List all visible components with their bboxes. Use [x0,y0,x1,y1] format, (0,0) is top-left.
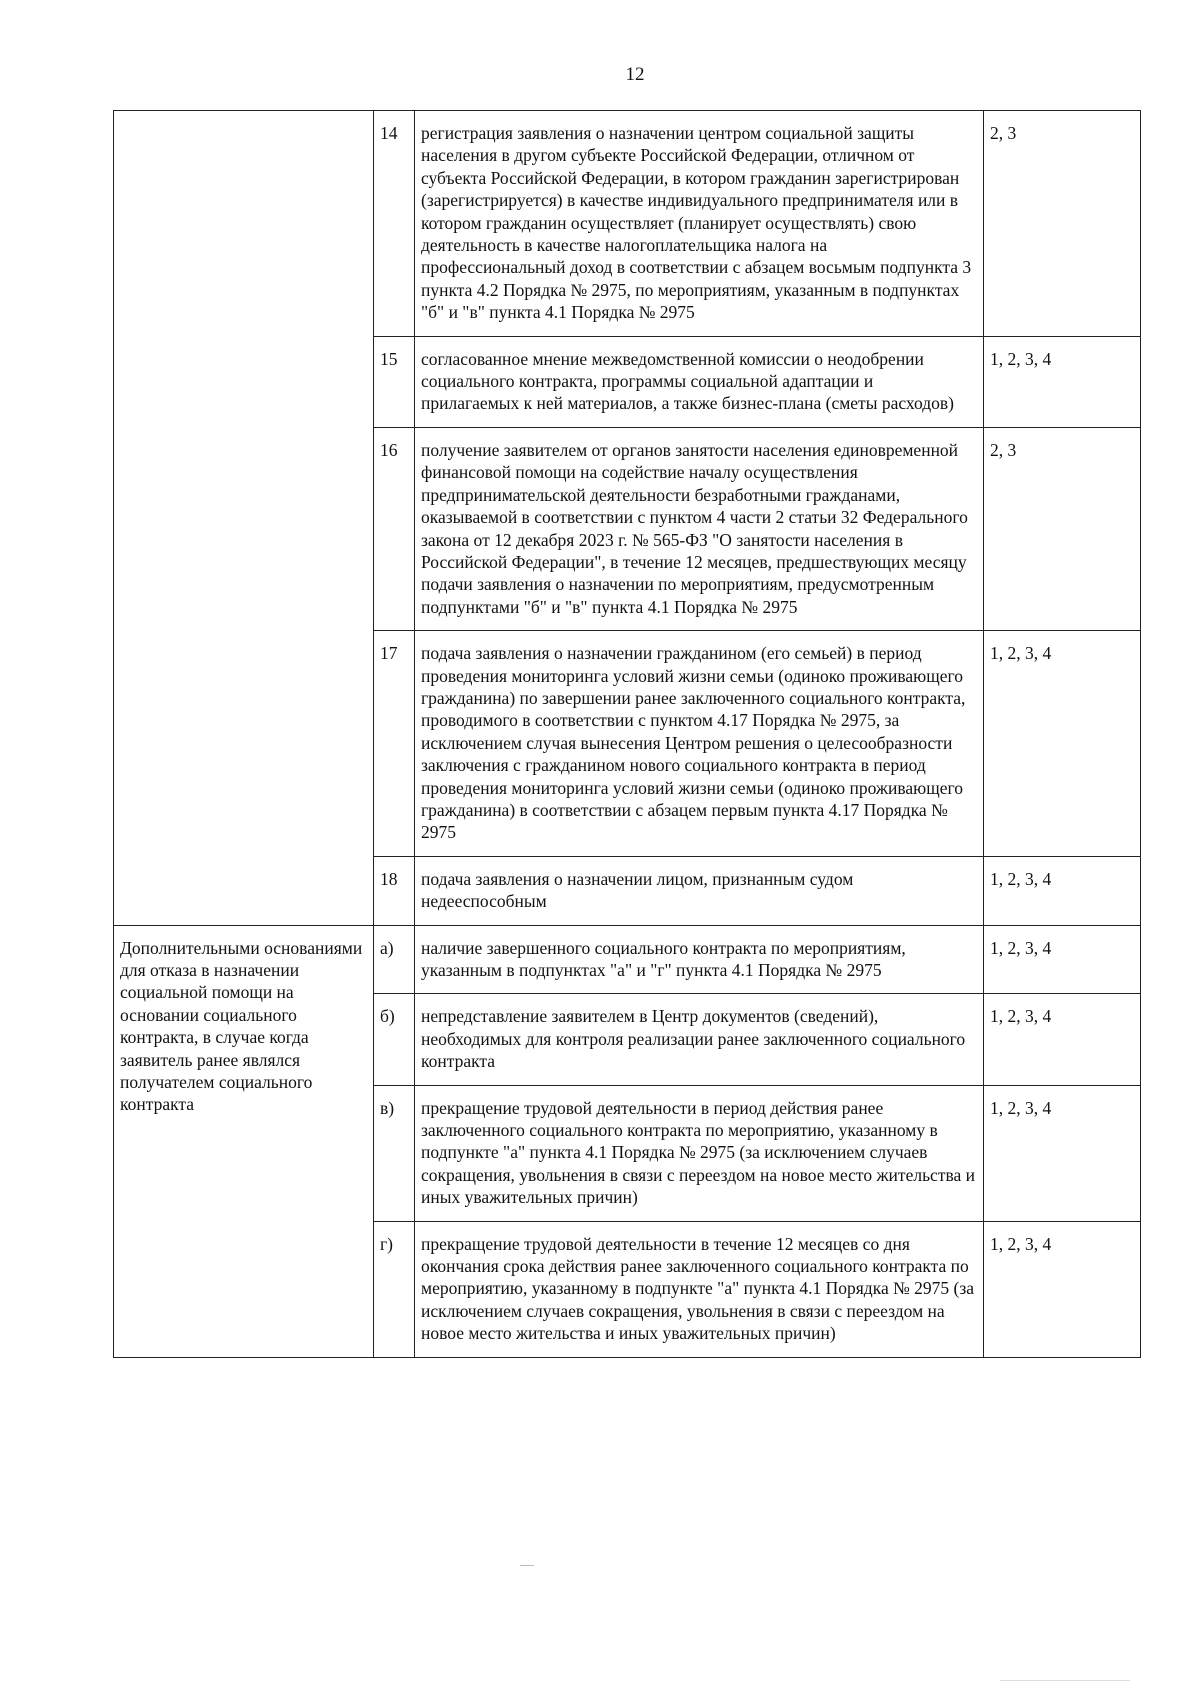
row-basis: 1, 2, 3, 4 [984,1221,1141,1357]
row-number: 14 [374,111,415,337]
row-basis: 2, 3 [984,427,1141,630]
scan-edge-mark [1000,1680,1130,1681]
row-number: 18 [374,856,415,925]
table-row [114,925,1141,994]
row-basis: 1, 2, 3, 4 [984,856,1141,925]
table-row [114,111,1141,337]
row-number: 16 [374,427,415,630]
row-basis: 1, 2, 3, 4 [984,994,1141,1085]
group-label-cell: Дополнительными основаниями для отказа в назначении социальной помощи на основании социального контракта, в случае когда заявитель ранее являлся получателем социального контракта [114,925,374,1357]
page-number: 12 [625,64,645,85]
row-description: наличие завершенного социального контракта по мероприятиям, указанным в подпунктах "а" и "г" пункта 4.1 Порядка № 2975 [415,925,984,994]
row-basis: 1, 2, 3, 4 [984,925,1141,994]
row-number: 17 [374,631,415,857]
row-number: б) [374,994,415,1085]
row-basis: 1, 2, 3, 4 [984,336,1141,427]
row-description: согласованное мнение межведомственной комиссии о неодобрении социального контракта, программы социальной адаптации и прилагаемых к ней материалов, а также бизнес-плана (сметы расходов) [415,336,984,427]
row-description: регистрация заявления о назначении центром социальной защиты населения в другом субъекте Российской Федерации, отличном от субъекта Российской Федерации, в котором гражданин зарегистрирован (зарегистрируется) в качестве индивидуального предпринимателя или в котором гражданин осуществляет (планирует осуществлять) свою деятельность в качестве налогоплательщика налога на профессиональный доход в соответствии с абзацем восьмым подпункта 3 пункта 4.2 Порядка № 2975, по мероприятиям, указанным в подпунктах "б" и "в" пункта 4.1 Порядка № 2975 [415,111,984,337]
row-description: подача заявления о назначении лицом, признанным судом недееспособным [415,856,984,925]
row-description: подача заявления о назначении гражданином (его семьей) в период проведения мониторинга условий жизни семьи (одиноко проживающего гражданина) по завершении ранее заключенного социального контракта, проводимого в соответствии с пунктом 4.17 Порядка № 2975, за исключением случая вынесения Центром решения о целесообразности заключения с гражданином нового социального контракта в период проведения мониторинга условий жизни семьи (одиноко проживающего гражданина) в соответствии с абзацем первым пункта 4.17 Порядка № 2975 [415,631,984,857]
row-description: прекращение трудовой деятельности в течение 12 месяцев со дня окончания срока действия ранее заключенного социального контракта по мероприятию, указанному в подпункте "а" пункта 4.1 Порядка № 2975 (за исключением случаев сокращения, увольнения в связи с переездом на новое место жительства и иных уважительных причин) [415,1221,984,1357]
group-label-cell-empty [114,111,374,926]
row-number: а) [374,925,415,994]
row-number: г) [374,1221,415,1357]
row-basis: 1, 2, 3, 4 [984,1085,1141,1221]
scan-mark [520,1565,534,1566]
row-basis: 2, 3 [984,111,1141,337]
grounds-table [113,110,1141,1358]
row-number: в) [374,1085,415,1221]
row-description: получение заявителем от органов занятости населения единовременной финансовой помощи на содействие началу осуществления предпринимательской деятельности безработными гражданами, оказываемой в соответствии с пунктом 4 части 2 статьи 32 Федерального закона от 12 декабря 2023 г. № 565-ФЗ "О занятости населения в Российской Федерации", в течение 12 месяцев, предшествующих месяцу подачи заявления о назначении по мероприятиям, предусмотренным подпунктами "б" и "в" пункта 4.1 Порядка № 2975 [415,427,984,630]
row-basis: 1, 2, 3, 4 [984,631,1141,857]
row-number: 15 [374,336,415,427]
row-description: прекращение трудовой деятельности в период действия ранее заключенного социального контракта по мероприятию, указанному в подпункте "а" пункта 4.1 Порядка № 2975 (за исключением случаев сокращения, увольнения в связи с переездом на новое место жительства и иных уважительных причин) [415,1085,984,1221]
row-description: непредставление заявителем в Центр документов (сведений), необходимых для контроля реализации ранее заключенного социального контракта [415,994,984,1085]
